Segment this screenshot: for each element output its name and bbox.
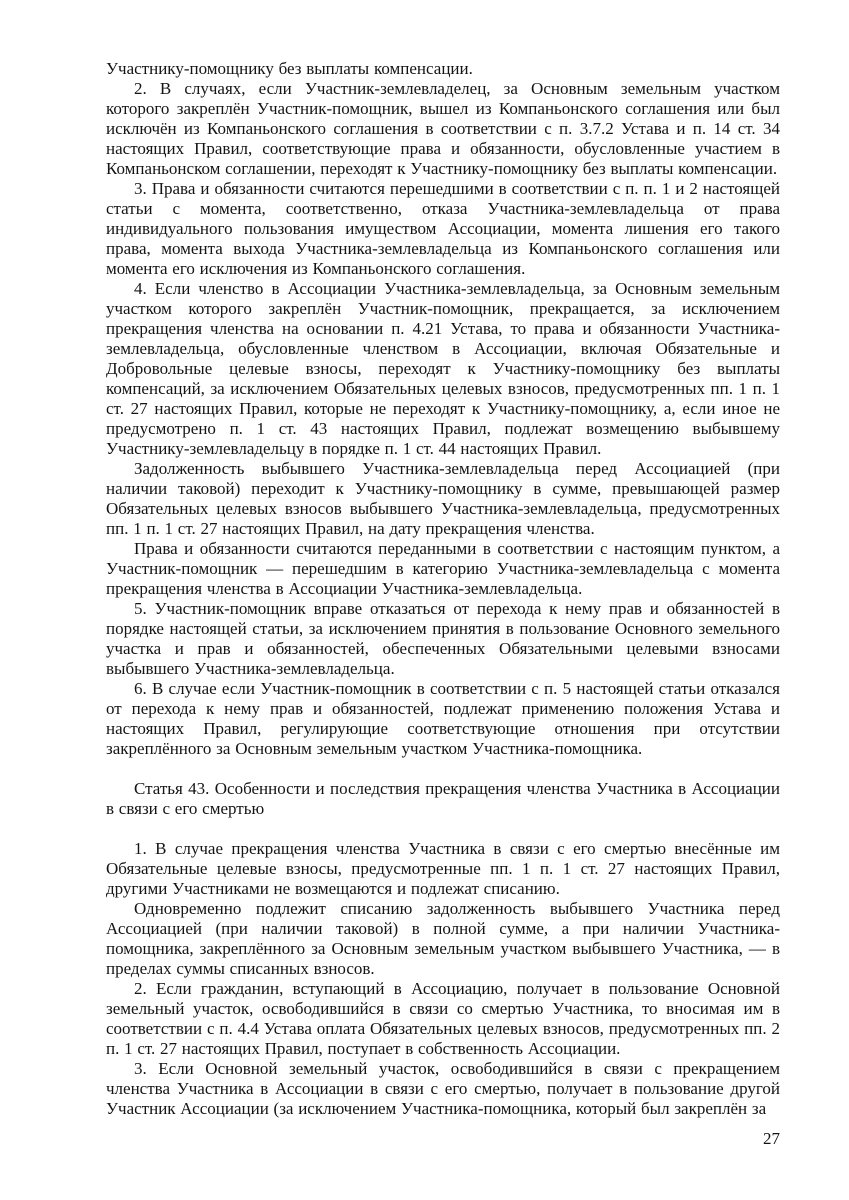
paragraph: 5. Участник-помощник вправе отказаться от перехода к нему прав и обязанностей в порядке настоящей статьи, за исключением принятия в пользование Основного земельного участка и прав и обязанностей, обеспеченных Обязательными целевыми взносами выбывшего Участника-землевладельца. [106,599,780,678]
paragraph: 1. В случае прекращения членства Участника в связи с его смертью внесённые им Обязательные целевые взносы, предусмотренные пп. 1 п. 1 ст. 27 настоящих Правил, другими Участниками не возмещаются и подлежат списанию. [106,839,780,898]
paragraph: Участнику-помощнику без выплаты компенсации. [106,59,473,78]
document-body [106,59,780,1119]
page-number: 27 [763,1129,780,1148]
paragraph: 3. Если Основной земельный участок, освободившийся в связи с прекращением членства Участника в Ассоциации в связи с его смертью, получает в пользование другой Участник Ассоциации (за исключением Участника-помощника, который был закреплён за [106,1059,780,1118]
article-heading: Статья 43. Особенности и последствия прекращения членства Участника в Ассоциации в связи с его смертью [106,779,780,818]
paragraph: 2. В случаях, если Участник-землевладелец, за Основным земельным участком которого закреплён Участник-помощник, вышел из Компаньонского соглашения или был исключён из Компаньонского соглашения в соответствии с п. 3.7.2 Устава и п. 14 ст. 34 настоящих Правил, соответствующие права и обязанности, обусловленные участием в Компаньонском соглашении, переходят к Участнику-помощнику без выплаты компенсации. [106,79,780,178]
paragraph: 6. В случае если Участник-помощник в соответствии с п. 5 настоящей статьи отказался от перехода к нему прав и обязанностей, подлежат применению положения Устава и настоящих Правил, регулирующие соответствующие отношения при отсутствии закреплённого за Основным земельным участком Участника-помощника. [106,679,780,758]
paragraph: Одновременно подлежит списанию задолженность выбывшего Участника перед Ассоциацией (при наличии таковой) в полной сумме, а при наличии Участника-помощника, закреплённого за Основным земельным участком выбывшего Участника, — в пределах суммы списанных взносов. [106,899,780,978]
paragraph: Задолженность выбывшего Участника-землевладельца перед Ассоциацией (при наличии таковой) переходит к Участнику-помощнику в сумме, превышающей размер Обязательных целевых взносов выбывшего Участника-землевладельца, предусмотренных пп. 1 п. 1 ст. 27 настоящих Правил, на дату прекращения членства. [106,459,780,538]
paragraph: Права и обязанности считаются переданными в соответствии с настоящим пунктом, а Участник-помощник — перешедшим в категорию Участника-землевладельца с момента прекращения членства в Ассоциации Участника-землевладельца. [106,539,780,598]
paragraph: 2. Если гражданин, вступающий в Ассоциацию, получает в пользование Основной земельный участок, освободившийся в связи со смертью Участника, то вносимая им в соответствии с п. 4.4 Устава оплата Обязательных целевых взносов, предусмотренных пп. 2 п. 1 ст. 27 настоящих Правил, поступает в собственность Ассоциации. [106,979,780,1058]
paragraph: 3. Права и обязанности считаются перешедшими в соответствии с п. п. 1 и 2 настоящей статьи с момента, соответственно, отказа Участника-землевладельца от права индивидуального пользования имуществом Ассоциации, момента лишения его такого права, момента выхода Участника-землевладельца из Компаньонского соглашения или момента его исключения из Компаньонского соглашения. [106,179,780,278]
paragraph: 4. Если членство в Ассоциации Участника-землевладельца, за Основным земельным участком которого закреплён Участник-помощник, прекращается, за исключением прекращения членства на основании п. 4.21 Устава, то права и обязанности Участника-землевладельца, обусловленные членством в Ассоциации, включая Обязательные и Добровольные целевые взносы, переходят к Участнику-помощнику без выплаты компенсаций, за исключением Обязательных целевых взносов, предусмотренных пп. 1 п. 1 ст. 27 настоящих Правил, которые не переходят к Участнику-помощнику, а, если иное не предусмотрено п. 1 ст. 43 настоящих Правил, подлежат возмещению выбывшему Участнику-землевладельцу в порядке п. 1 ст. 44 настоящих Правил. [106,279,780,458]
